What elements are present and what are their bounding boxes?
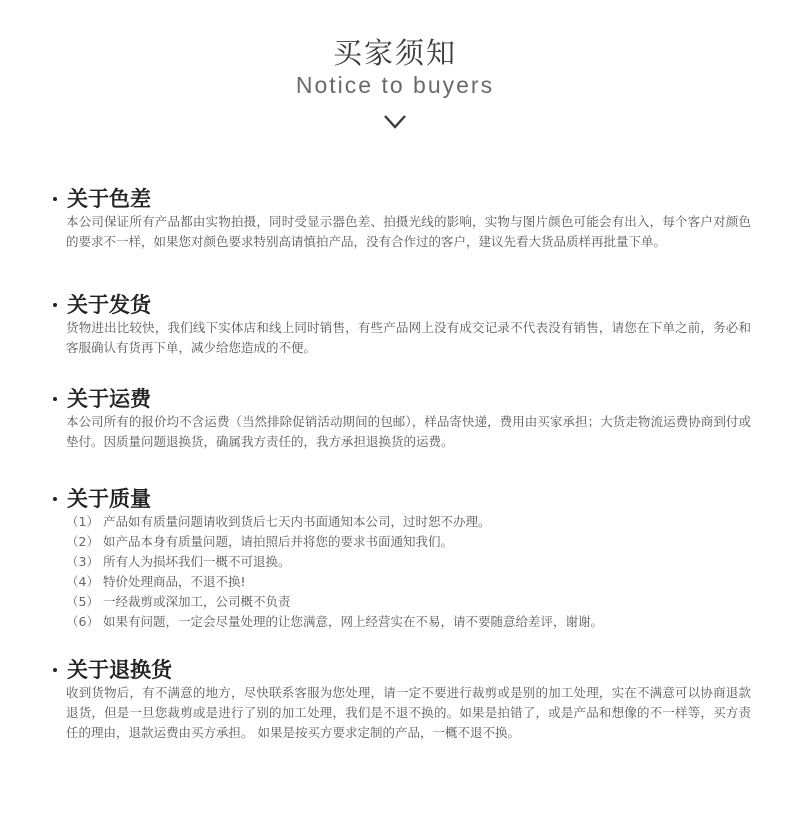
chevron-down-icon bbox=[383, 114, 407, 130]
list-item: （4） 特价处理商品，不退不换! bbox=[66, 574, 246, 589]
list-item: （2） 如产品本身有质量问题，请拍照后并将您的要求书面通知我们。 bbox=[66, 534, 453, 549]
section-shipping bbox=[51, 292, 751, 358]
bullet-dot bbox=[53, 668, 57, 672]
section-title: 关于发货 bbox=[67, 293, 151, 317]
section-returns bbox=[51, 657, 751, 743]
section-color-difference bbox=[51, 186, 751, 252]
section-title: 关于运费 bbox=[67, 387, 151, 411]
section-body: 本公司保证所有产品都由实物拍摄，同时受显示器色差、拍摄光线的影响，实物与图片颜色可能会有出入，每个客户对颜色的要求不一样，如果您对颜色要求特别高请慎拍产品，没有合作过的客户，建议先看大货品质样再批量下单。 bbox=[66, 214, 751, 249]
list-item: （1） 产品如有质量问题请收到货后七天内书面通知本公司，过时恕不办理。 bbox=[66, 514, 491, 529]
page-subtitle: Notice to buyers bbox=[295, 72, 495, 98]
section-quality bbox=[51, 486, 751, 632]
bullet-dot bbox=[53, 397, 57, 401]
list-item: （5） 一经裁剪或深加工，公司概不负责 bbox=[66, 594, 291, 609]
quality-list bbox=[51, 512, 751, 632]
section-body: 货物进出比较快，我们线下实体店和线上同时销售，有些产品网上没有成交记录不代表没有销售，请您在下单之前，务必和客服确认有货再下单，减少给您造成的不便。 bbox=[66, 320, 751, 355]
page-title: 买家须知 bbox=[332, 36, 457, 70]
bullet-dot bbox=[53, 303, 57, 307]
section-body: 本公司所有的报价均不含运费（当然排除促销活动期间的包邮），样品寄快递，费用由买家承担；大货走物流运费协商到付或垫付。因质量问题退换货，确属我方责任的，我方承担退换货的运费。 bbox=[66, 414, 751, 449]
bullet-dot bbox=[53, 197, 57, 201]
section-title: 关于质量 bbox=[67, 487, 151, 511]
list-item: （3） 所有人为损坏我们一概不可退换。 bbox=[66, 554, 291, 569]
bullet-dot bbox=[53, 497, 57, 501]
section-body: 收到货物后，有不满意的地方，尽快联系客服为您处理，请一定不要进行裁剪或是别的加工处理，实在不满意可以协商退款退货，但是一旦您裁剪或是进行了别的加工处理，我们是不退不换的。如果是拍错了，或是产品和想像的不一样等，买方责任的理由，退款运费由买方承担。 如果是按买方要求定制的产品，一概不退不换。 bbox=[66, 685, 751, 740]
section-title: 关于色差 bbox=[67, 187, 151, 211]
list-item: （6） 如果有问题，一定会尽量处理的让您满意，网上经营实在不易，请不要随意给差评，谢谢。 bbox=[66, 614, 603, 629]
section-title: 关于退换货 bbox=[67, 658, 172, 682]
section-freight bbox=[51, 386, 751, 452]
